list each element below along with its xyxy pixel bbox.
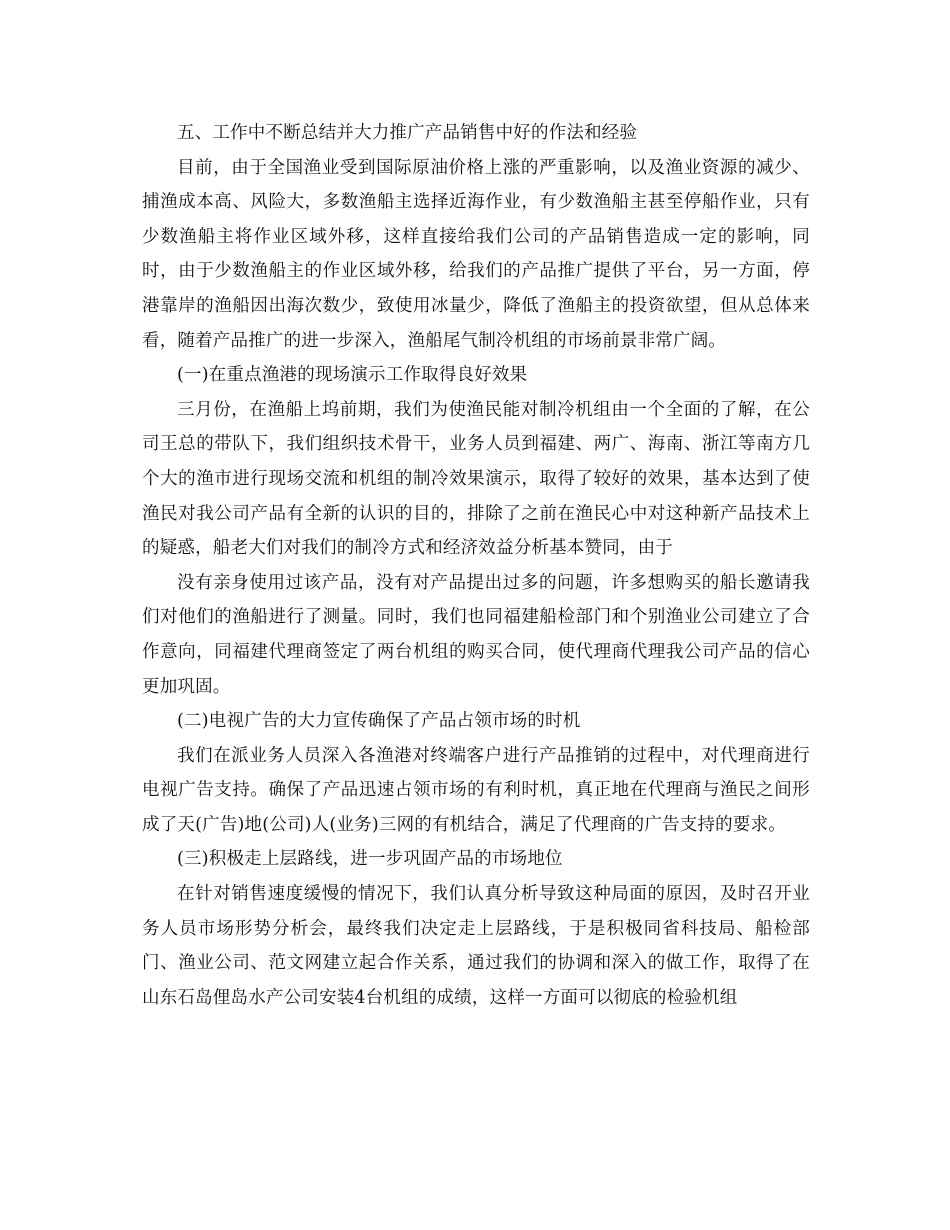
paragraph-cooperation: 没有亲身使用过该产品，没有对产品提出过多的问题，许多想购买的船长邀请我们对他们的渔船进行了测量。同时，我们也同福建船检部门和个别渔业公司建立了合作意向，同福建代理商签定了两台机组的购买合同，使代理商代理我公司产品的信心更加巩固。 — [142, 572, 810, 697]
document-page — [142, 116, 810, 1015]
paragraph-march-demo: 三月份，在渔船上坞前期，我们为使渔民能对制冷机组由一个全面的了解，在公司王总的带队下，我们组织技术骨干，业务人员到福建、两广、海南、浙江等南方几个大的渔市进行现场交流和机组的制冷效果演示，取得了较好的效果，基本达到了使渔民对我公司产品有全新的认识的目的，排除了之前在渔民心中对这种新产品技术上的疑惑，船老大们对我们的制冷方式和经济效益分析基本赞同，由于 — [142, 399, 810, 559]
paragraph-oil-price-impact: 目前，由于全国渔业受到国际原油价格上涨的严重影响，以及渔业资源的减少、捕渔成本高、风险大，多数渔船主选择近海作业，有少数渔船主甚至停船作业，只有少数渔船主将作业区域外移，这样直接给我们公司的产品销售造成一定的影响，同时，由于少数渔船主的作业区域外移，给我们的产品推广提供了平台，另一方面，停港靠岸的渔船因出海次数少，致使用冰量少，降低了渔船主的投资欲望，但从总体来看，随着产品推广的进一步深入，渔船尾气制冷机组的市场前景非常广阔。 — [142, 157, 810, 351]
subheading-on-site-demo: (一)在重点渔港的现场演示工作取得良好效果 — [177, 365, 528, 386]
paragraph-tv-advertising: 我们在派业务人员深入各渔港对终端客户进行产品推销的过程中，对代理商进行电视广告支持。确保了产品迅速占领市场的有利时机，真正地在代理商与渔民之间形成了天(广告)地(公司)人(业务)三网的有机结合，满足了代理商的广告支持的要求。 — [142, 745, 810, 835]
section-heading-main: 五、工作中不断总结并大力推广产品销售中好的作法和经验 — [177, 123, 638, 143]
paragraph-upper-level-route: 在针对销售速度缓慢的情况下，我们认真分析导致这种局面的原因，及时召开业务人员市场形势分析会，最终我们决定走上层路线，于是积极同省科技局、船检部门、渔业公司、范文网建立起合作关系，通过我们的协调和深入的做工作，取得了在山东石岛俚岛水产公司安装4台机组的成绩，这样一方面可以彻底的检验机组 — [142, 884, 810, 1008]
subheading-tv-advertising: (二)电视广告的大力宣传确保了产品占领市场的时机 — [177, 711, 581, 732]
subheading-upper-level-route: (三)积极走上层路线，进一步巩固产品的市场地位 — [177, 849, 563, 870]
